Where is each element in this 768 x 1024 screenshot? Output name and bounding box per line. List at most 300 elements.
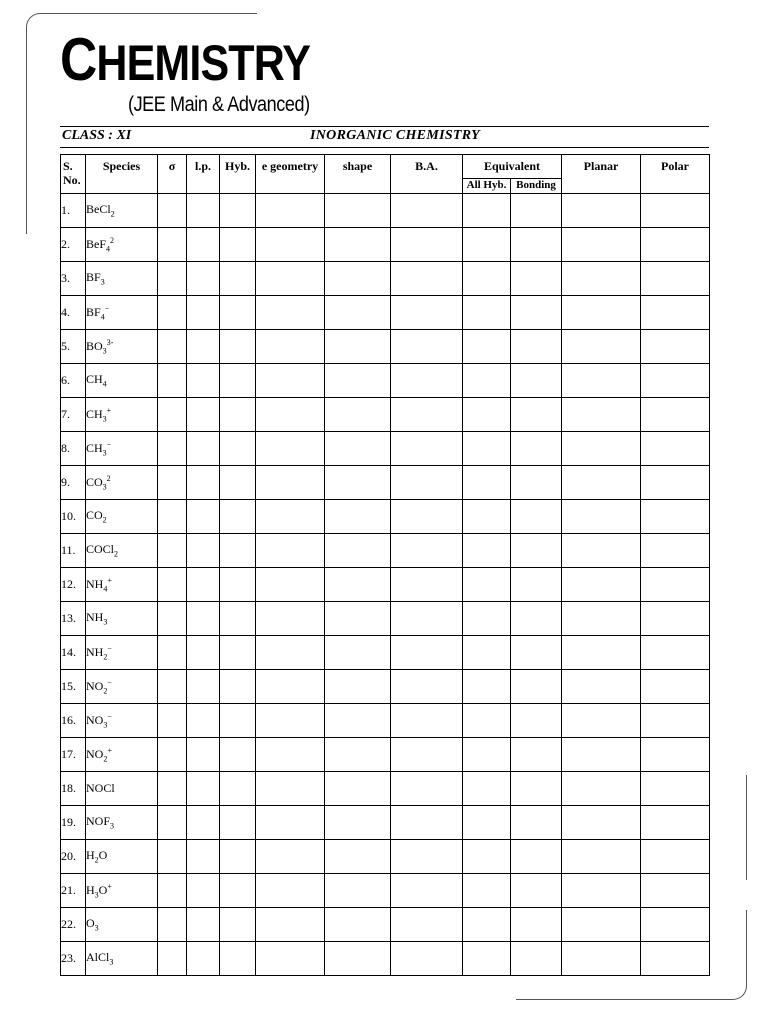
- answer-cell[interactable]: [562, 806, 641, 840]
- answer-cell[interactable]: [256, 772, 325, 806]
- formula-subscript: 3: [103, 720, 108, 730]
- species-formula: [86, 874, 158, 908]
- table-row: [61, 534, 710, 568]
- answer-cell[interactable]: [220, 228, 256, 262]
- answer-cell[interactable]: [187, 738, 220, 772]
- answer-cell[interactable]: [641, 500, 710, 534]
- answer-cell[interactable]: [220, 330, 256, 364]
- col-header-hyb: Hyb.: [220, 155, 256, 194]
- answer-cell[interactable]: [220, 432, 256, 466]
- answer-cell[interactable]: [220, 534, 256, 568]
- answer-cell[interactable]: [220, 874, 256, 908]
- answer-cell[interactable]: [256, 602, 325, 636]
- species-formula: [86, 942, 158, 976]
- species-formula: [86, 364, 158, 398]
- answer-cell[interactable]: [256, 874, 325, 908]
- answer-cell[interactable]: [641, 568, 710, 602]
- table-row: [61, 908, 710, 942]
- answer-cell[interactable]: [256, 806, 325, 840]
- row-number: 18.: [61, 772, 86, 806]
- answer-cell[interactable]: [463, 296, 511, 330]
- answer-cell[interactable]: [158, 636, 187, 670]
- answer-cell[interactable]: [187, 432, 220, 466]
- formula-superscript: +: [107, 881, 112, 891]
- answer-cell[interactable]: [256, 840, 325, 874]
- formula-base: NH: [86, 644, 104, 659]
- formula-base: H: [86, 882, 95, 897]
- answer-cell[interactable]: [562, 670, 641, 704]
- answer-cell[interactable]: [463, 840, 511, 874]
- answer-cell[interactable]: [256, 636, 325, 670]
- answer-cell[interactable]: [511, 942, 562, 976]
- answer-cell[interactable]: [641, 772, 710, 806]
- formula-subscript: 3: [94, 890, 99, 900]
- answer-cell[interactable]: [562, 500, 641, 534]
- answer-cell[interactable]: [511, 874, 562, 908]
- answer-cell[interactable]: [220, 908, 256, 942]
- answer-cell[interactable]: [641, 942, 710, 976]
- answer-cell[interactable]: [641, 432, 710, 466]
- answer-cell[interactable]: [391, 840, 463, 874]
- row-number: 23.: [61, 942, 86, 976]
- answer-cell[interactable]: [187, 330, 220, 364]
- answer-cell[interactable]: [463, 262, 511, 296]
- answer-cell[interactable]: [325, 602, 391, 636]
- answer-cell[interactable]: [463, 500, 511, 534]
- table-row: [61, 840, 710, 874]
- answer-cell[interactable]: [220, 670, 256, 704]
- formula-subscript: 3: [94, 923, 99, 933]
- col-header-lp: l.p.: [187, 155, 220, 194]
- answer-cell[interactable]: [220, 806, 256, 840]
- answer-cell[interactable]: [187, 942, 220, 976]
- brand-title-rest: HEMISTRY: [96, 35, 311, 91]
- answer-cell[interactable]: [463, 602, 511, 636]
- species-formula: [86, 840, 158, 874]
- answer-cell[interactable]: [158, 194, 187, 228]
- answer-cell[interactable]: [511, 398, 562, 432]
- answer-cell[interactable]: [463, 534, 511, 568]
- table-row: [61, 330, 710, 364]
- formula-subscript: 3: [102, 414, 107, 424]
- answer-cell[interactable]: [220, 398, 256, 432]
- answer-cell[interactable]: [158, 500, 187, 534]
- answer-cell[interactable]: [511, 296, 562, 330]
- answer-cell[interactable]: [463, 908, 511, 942]
- answer-cell[interactable]: [187, 466, 220, 500]
- answer-cell[interactable]: [220, 942, 256, 976]
- formula-base: CO: [86, 474, 103, 489]
- answer-cell[interactable]: [220, 636, 256, 670]
- answer-cell[interactable]: [641, 908, 710, 942]
- answer-cell[interactable]: [220, 364, 256, 398]
- brand-title: [60, 26, 311, 93]
- answer-cell[interactable]: [562, 942, 641, 976]
- table-row: [61, 636, 710, 670]
- answer-cell[interactable]: [158, 942, 187, 976]
- col-header-equivalent: Equivalent: [463, 155, 562, 179]
- answer-cell[interactable]: [325, 330, 391, 364]
- answer-cell[interactable]: [325, 840, 391, 874]
- formula-base: NO: [86, 678, 104, 693]
- answer-cell[interactable]: [391, 602, 463, 636]
- answer-cell[interactable]: [391, 330, 463, 364]
- answer-cell[interactable]: [158, 432, 187, 466]
- answer-cell[interactable]: [641, 398, 710, 432]
- formula-subscript: 4: [103, 584, 108, 594]
- formula-base: NO: [86, 712, 104, 727]
- answer-cell[interactable]: [187, 874, 220, 908]
- answer-cell[interactable]: [391, 908, 463, 942]
- species-formula: [86, 500, 158, 534]
- answer-cell[interactable]: [256, 534, 325, 568]
- answer-cell[interactable]: [256, 704, 325, 738]
- answer-cell[interactable]: [511, 432, 562, 466]
- answer-cell[interactable]: [562, 364, 641, 398]
- formula-superscript: 2: [110, 235, 115, 245]
- answer-cell[interactable]: [187, 602, 220, 636]
- formula-base: H: [86, 848, 95, 863]
- answer-cell[interactable]: [391, 806, 463, 840]
- table-row: [61, 806, 710, 840]
- answer-cell[interactable]: [641, 364, 710, 398]
- answer-cell[interactable]: [463, 636, 511, 670]
- answer-cell[interactable]: [391, 874, 463, 908]
- answer-cell[interactable]: [187, 262, 220, 296]
- answer-cell[interactable]: [187, 840, 220, 874]
- answer-cell[interactable]: [641, 228, 710, 262]
- answer-cell[interactable]: [641, 296, 710, 330]
- answer-cell[interactable]: [256, 942, 325, 976]
- answer-cell[interactable]: [391, 772, 463, 806]
- answer-cell[interactable]: [325, 432, 391, 466]
- answer-cell[interactable]: [325, 738, 391, 772]
- answer-cell[interactable]: [391, 262, 463, 296]
- answer-cell[interactable]: [391, 228, 463, 262]
- answer-cell[interactable]: [463, 772, 511, 806]
- answer-cell[interactable]: [641, 534, 710, 568]
- answer-cell[interactable]: [641, 602, 710, 636]
- answer-cell[interactable]: [187, 194, 220, 228]
- answer-cell[interactable]: [562, 296, 641, 330]
- row-number: 10.: [61, 500, 86, 534]
- answer-cell[interactable]: [325, 296, 391, 330]
- answer-cell[interactable]: [187, 296, 220, 330]
- answer-cell[interactable]: [256, 568, 325, 602]
- answer-cell[interactable]: [325, 874, 391, 908]
- col-header-shape: shape: [325, 155, 391, 194]
- answer-cell[interactable]: [187, 534, 220, 568]
- formula-superscript: 3-: [106, 337, 114, 347]
- answer-cell[interactable]: [187, 636, 220, 670]
- answer-cell[interactable]: [562, 874, 641, 908]
- answer-cell[interactable]: [562, 636, 641, 670]
- page-frame-gap: [744, 880, 750, 910]
- answer-cell[interactable]: [158, 738, 187, 772]
- answer-cell[interactable]: [220, 568, 256, 602]
- answer-cell[interactable]: [511, 228, 562, 262]
- answer-cell[interactable]: [463, 568, 511, 602]
- answer-cell[interactable]: [511, 602, 562, 636]
- answer-cell[interactable]: [158, 330, 187, 364]
- answer-cell[interactable]: [391, 738, 463, 772]
- answer-cell[interactable]: [158, 602, 187, 636]
- answer-cell[interactable]: [158, 772, 187, 806]
- answer-cell[interactable]: [562, 568, 641, 602]
- answer-cell[interactable]: [325, 568, 391, 602]
- row-number: 7.: [61, 398, 86, 432]
- answer-cell[interactable]: [220, 704, 256, 738]
- answer-cell[interactable]: [187, 500, 220, 534]
- answer-cell[interactable]: [256, 398, 325, 432]
- answer-cell[interactable]: [562, 330, 641, 364]
- answer-cell[interactable]: [391, 704, 463, 738]
- answer-cell[interactable]: [220, 500, 256, 534]
- answer-cell[interactable]: [187, 704, 220, 738]
- answer-cell[interactable]: [511, 806, 562, 840]
- answer-cell[interactable]: [391, 398, 463, 432]
- answer-cell[interactable]: [158, 908, 187, 942]
- answer-cell[interactable]: [187, 670, 220, 704]
- answer-cell[interactable]: [562, 534, 641, 568]
- answer-cell[interactable]: [187, 398, 220, 432]
- answer-cell[interactable]: [158, 670, 187, 704]
- row-number: 13.: [61, 602, 86, 636]
- answer-cell[interactable]: [511, 568, 562, 602]
- table-row: [61, 228, 710, 262]
- formula-subscript: 3: [103, 617, 108, 627]
- answer-cell[interactable]: [463, 942, 511, 976]
- species-formula: [86, 228, 158, 262]
- answer-cell[interactable]: [220, 466, 256, 500]
- row-number: 2.: [61, 228, 86, 262]
- answer-cell[interactable]: [511, 262, 562, 296]
- table-row: [61, 602, 710, 636]
- formula-subscript: 3: [110, 821, 115, 831]
- answer-cell[interactable]: [562, 194, 641, 228]
- answer-cell[interactable]: [256, 908, 325, 942]
- answer-cell[interactable]: [391, 500, 463, 534]
- answer-cell[interactable]: [158, 296, 187, 330]
- answer-cell[interactable]: [220, 840, 256, 874]
- col-header-sno-line1: S.: [63, 159, 73, 173]
- row-number: 15.: [61, 670, 86, 704]
- answer-cell[interactable]: [641, 738, 710, 772]
- answer-cell[interactable]: [562, 466, 641, 500]
- answer-cell[interactable]: [511, 364, 562, 398]
- answer-cell[interactable]: [562, 262, 641, 296]
- answer-cell[interactable]: [158, 228, 187, 262]
- answer-cell[interactable]: [391, 534, 463, 568]
- answer-cell[interactable]: [511, 772, 562, 806]
- answer-cell[interactable]: [158, 704, 187, 738]
- answer-cell[interactable]: [158, 466, 187, 500]
- answer-cell[interactable]: [463, 364, 511, 398]
- answer-cell[interactable]: [256, 296, 325, 330]
- answer-cell[interactable]: [158, 840, 187, 874]
- answer-cell[interactable]: [325, 398, 391, 432]
- answer-cell[interactable]: [641, 670, 710, 704]
- e-geometry-label: e geometry: [261, 159, 319, 173]
- answer-cell[interactable]: [325, 704, 391, 738]
- answer-cell[interactable]: [641, 840, 710, 874]
- answer-cell[interactable]: [158, 262, 187, 296]
- answer-cell[interactable]: [187, 806, 220, 840]
- answer-cell[interactable]: [463, 330, 511, 364]
- table-row: [61, 670, 710, 704]
- answer-cell[interactable]: [220, 194, 256, 228]
- answer-cell[interactable]: [641, 262, 710, 296]
- answer-cell[interactable]: [463, 432, 511, 466]
- answer-cell[interactable]: [187, 228, 220, 262]
- answer-cell[interactable]: [391, 568, 463, 602]
- answer-cell[interactable]: [562, 840, 641, 874]
- answer-cell[interactable]: [256, 228, 325, 262]
- answer-cell[interactable]: [256, 738, 325, 772]
- answer-cell[interactable]: [463, 670, 511, 704]
- table-row: [61, 704, 710, 738]
- row-number: 1.: [61, 194, 86, 228]
- answer-cell[interactable]: [511, 636, 562, 670]
- answer-cell[interactable]: [391, 636, 463, 670]
- answer-cell[interactable]: [511, 330, 562, 364]
- answer-cell[interactable]: [641, 874, 710, 908]
- answer-cell[interactable]: [562, 704, 641, 738]
- answer-cell[interactable]: [391, 296, 463, 330]
- row-number: 4.: [61, 296, 86, 330]
- answer-cell[interactable]: [463, 228, 511, 262]
- answer-cell[interactable]: [325, 670, 391, 704]
- formula-superscript: +: [106, 405, 112, 415]
- answer-cell[interactable]: [220, 772, 256, 806]
- answer-cell[interactable]: [220, 738, 256, 772]
- answer-cell[interactable]: [256, 330, 325, 364]
- answer-cell[interactable]: [463, 806, 511, 840]
- answer-cell[interactable]: [256, 364, 325, 398]
- answer-cell[interactable]: [641, 466, 710, 500]
- answer-cell[interactable]: [158, 364, 187, 398]
- answer-cell[interactable]: [641, 194, 710, 228]
- answer-cell[interactable]: [511, 840, 562, 874]
- answer-cell[interactable]: [325, 908, 391, 942]
- answer-cell[interactable]: [391, 194, 463, 228]
- answer-cell[interactable]: [158, 534, 187, 568]
- answer-cell[interactable]: [511, 738, 562, 772]
- answer-cell[interactable]: [325, 466, 391, 500]
- answer-cell[interactable]: [325, 500, 391, 534]
- row-number: 14.: [61, 636, 86, 670]
- answer-cell[interactable]: [562, 908, 641, 942]
- answer-cell[interactable]: [562, 738, 641, 772]
- row-number: 17.: [61, 738, 86, 772]
- answer-cell[interactable]: [187, 364, 220, 398]
- formula-subscript: 4: [106, 244, 111, 254]
- answer-cell[interactable]: [562, 432, 641, 466]
- answer-cell[interactable]: [463, 398, 511, 432]
- answer-cell[interactable]: [641, 806, 710, 840]
- answer-cell[interactable]: [641, 330, 710, 364]
- answer-cell[interactable]: [187, 568, 220, 602]
- answer-cell[interactable]: [391, 670, 463, 704]
- answer-cell[interactable]: [256, 432, 325, 466]
- formula-superscript: −: [104, 303, 110, 313]
- answer-cell[interactable]: [511, 670, 562, 704]
- answer-cell[interactable]: [256, 670, 325, 704]
- col-header-sno: [61, 155, 86, 194]
- answer-cell[interactable]: [463, 194, 511, 228]
- answer-cell[interactable]: [256, 500, 325, 534]
- answer-cell[interactable]: [325, 364, 391, 398]
- formula-base: BF: [86, 270, 101, 285]
- formula-subscript: 4: [100, 312, 105, 322]
- answer-cell[interactable]: [325, 772, 391, 806]
- answer-cell[interactable]: [463, 704, 511, 738]
- formula-subscript: 2: [103, 686, 108, 696]
- table-row: [61, 942, 710, 976]
- answer-cell[interactable]: [256, 194, 325, 228]
- answer-cell[interactable]: [187, 772, 220, 806]
- answer-cell[interactable]: [325, 194, 391, 228]
- answer-cell[interactable]: [158, 398, 187, 432]
- species-formula: [86, 704, 158, 738]
- table-row: [61, 398, 710, 432]
- answer-cell[interactable]: [562, 228, 641, 262]
- answer-cell[interactable]: [256, 262, 325, 296]
- answer-cell[interactable]: [562, 772, 641, 806]
- answer-cell[interactable]: [325, 636, 391, 670]
- answer-cell[interactable]: [220, 296, 256, 330]
- answer-cell[interactable]: [511, 704, 562, 738]
- answer-cell[interactable]: [158, 806, 187, 840]
- col-header-sno-line2: No.: [63, 173, 81, 187]
- answer-cell[interactable]: [641, 636, 710, 670]
- answer-cell[interactable]: [325, 942, 391, 976]
- answer-cell[interactable]: [325, 262, 391, 296]
- answer-cell[interactable]: [325, 806, 391, 840]
- answer-cell[interactable]: [463, 466, 511, 500]
- table-row: [61, 500, 710, 534]
- table-row: [61, 296, 710, 330]
- answer-cell[interactable]: [463, 874, 511, 908]
- answer-cell[interactable]: [391, 432, 463, 466]
- answer-cell[interactable]: [325, 534, 391, 568]
- brand-subtitle: (JEE Main & Advanced): [128, 93, 310, 116]
- answer-cell[interactable]: [158, 568, 187, 602]
- answer-cell[interactable]: [391, 942, 463, 976]
- answer-cell[interactable]: [256, 466, 325, 500]
- table-row: [61, 874, 710, 908]
- answer-cell[interactable]: [511, 466, 562, 500]
- answer-cell[interactable]: [463, 738, 511, 772]
- answer-cell[interactable]: [220, 262, 256, 296]
- answer-cell[interactable]: [187, 908, 220, 942]
- formula-superscript: −: [107, 677, 112, 687]
- answer-cell[interactable]: [158, 874, 187, 908]
- row-number: 21.: [61, 874, 86, 908]
- answer-cell[interactable]: [220, 602, 256, 636]
- answer-cell[interactable]: [562, 398, 641, 432]
- answer-cell[interactable]: [511, 534, 562, 568]
- answer-cell[interactable]: [562, 602, 641, 636]
- answer-cell[interactable]: [391, 364, 463, 398]
- answer-cell[interactable]: [325, 228, 391, 262]
- answer-cell[interactable]: [511, 194, 562, 228]
- answer-cell[interactable]: [391, 466, 463, 500]
- formula-tail: O: [98, 882, 108, 897]
- answer-cell[interactable]: [511, 500, 562, 534]
- answer-cell[interactable]: [511, 908, 562, 942]
- answer-cell[interactable]: [641, 704, 710, 738]
